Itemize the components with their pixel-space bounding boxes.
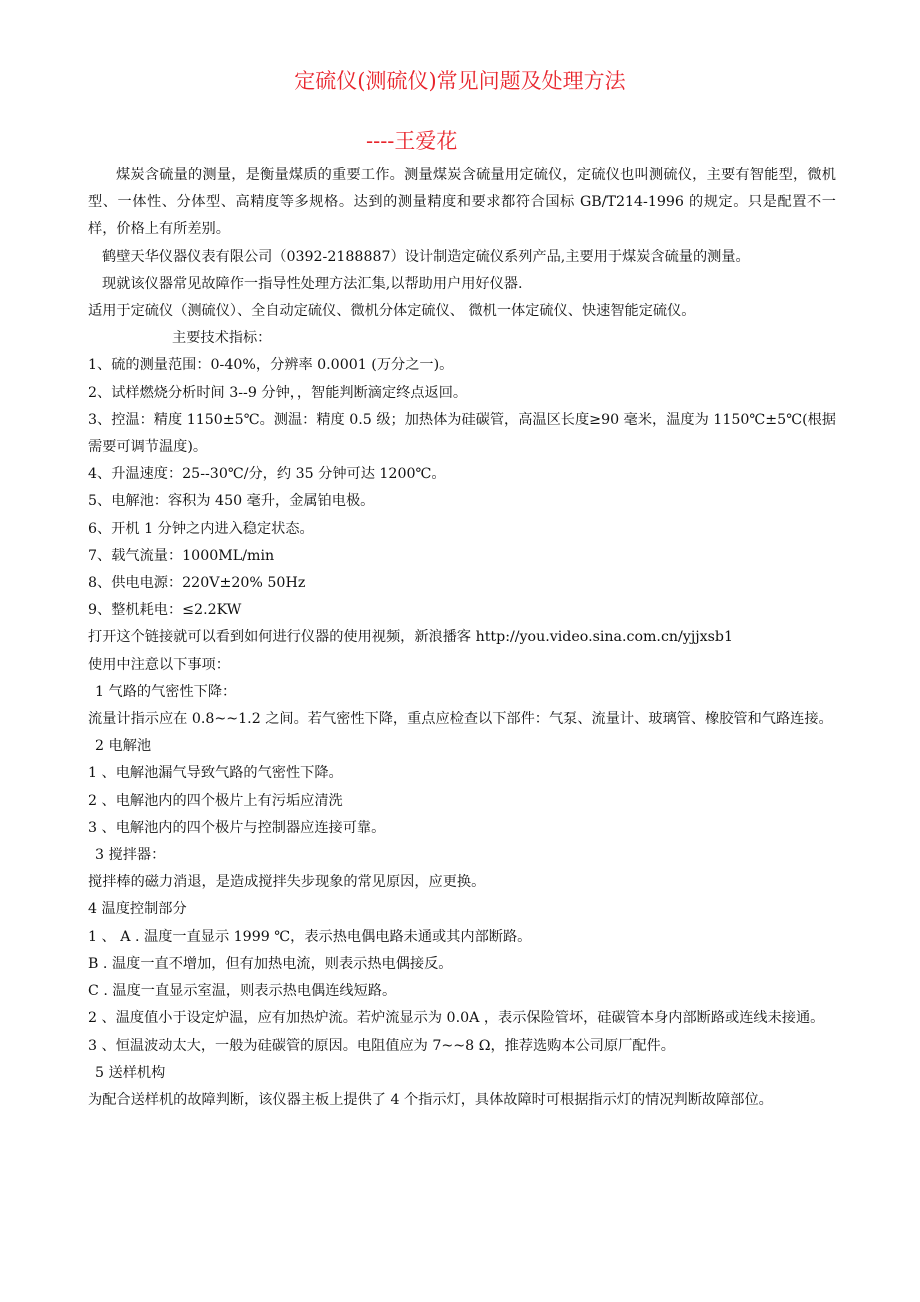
list-item: 1 、 A . 温度一直显示 1999 ℃，表示热电偶电路未通或其内部断路。 bbox=[88, 928, 532, 945]
section-text: 流量计指示应在 0.8~~1.2 之间。若气密性下降，重点应检查以下部件：气泵、流量计、玻璃管、橡胶管和气路连接。 bbox=[88, 711, 833, 728]
intro-paragraph: 煤炭含硫量的测量，是衡量煤质的重要工作。测量煤炭含硫量用定硫仪，定硫仪也叫测硫仪，主要有智能型，微机型、一体性、分体型、高精度等多规格。达到的测量精度和要求都符合国标 GB/T214-1996 的规定。只是配置不一样，价格上有所差别。 bbox=[88, 167, 836, 238]
document-body bbox=[88, 162, 836, 1114]
spec-item: 8、供电电源：220V±20% 50Hz bbox=[88, 575, 306, 592]
spec-item: 9、整机耗电：≤2.2KW bbox=[88, 602, 242, 619]
section-heading: 2 电解池 bbox=[95, 738, 152, 755]
spec-item: 4、升温速度：25--30℃/分，约 35 分钟可达 1200℃。 bbox=[88, 466, 446, 483]
applicable-paragraph: 适用于定硫仪（测硫仪）、全自动定硫仪、微机分体定硫仪、 微机一体定硫仪、快速智能定硫仪。 bbox=[88, 303, 696, 320]
author-line: ----王爱花 bbox=[366, 129, 458, 153]
list-item: B . 温度一直不增加，但有加热电流，则表示热电偶接反。 bbox=[88, 955, 453, 972]
document-title: 定硫仪(测硫仪)常见问题及处理方法 bbox=[294, 69, 626, 93]
spec-item: 7、载气流量：1000ML/min bbox=[88, 547, 275, 564]
spec-item: 2、试样燃烧分析时间 3--9 分钟，，智能判断滴定终点返回。 bbox=[88, 384, 468, 401]
spec-item: 1、硫的测量范围：0-40%，分辨率 0.0001 (万分之一)。 bbox=[88, 357, 454, 374]
specs-heading: 主要技术指标： bbox=[172, 330, 272, 347]
section-text: 为配合送样机的故障判断，该仪器主板上提供了 4 个指示灯，具体故障时可根据指示灯的情况判断故障部位。 bbox=[88, 1091, 773, 1108]
section-heading: 4 温度控制部分 bbox=[88, 901, 187, 918]
spec-item: 6、开机 1 分钟之内进入稳定状态。 bbox=[88, 520, 314, 537]
section-heading: 5 送样机构 bbox=[95, 1064, 166, 1081]
spec-item: 5、电解池：容积为 450 毫升，金属铂电极。 bbox=[88, 493, 375, 510]
section-heading: 3 搅拌器： bbox=[95, 847, 166, 864]
section-text: 搅拌棒的磁力消退，是造成搅拌失步现象的常见原因，应更换。 bbox=[88, 874, 486, 891]
spec-item: 3、控温：精度 1150±5℃。测温：精度 0.5 级；加热体为硅碳管，高温区长度≥90 毫米，温度为 1150℃±5℃(根据需要可调节温度)。 bbox=[88, 411, 836, 456]
notes-heading: 使用中注意以下事项： bbox=[88, 656, 230, 673]
purpose-paragraph: 现就该仪器常见故障作一指导性处理方法汇集,以帮助用户用好仪器. bbox=[102, 275, 523, 292]
list-item: 3 、电解池内的四个极片与控制器应连接可靠。 bbox=[88, 819, 386, 836]
list-item: 3 、恒温波动太大，一般为硅碳管的原因。电阻值应为 7~~8 Ω，推荐选购本公司原厂配件。 bbox=[88, 1037, 675, 1054]
list-item: 2 、温度值小于设定炉温，应有加热炉流。若炉流显示为 0.0A ，表示保险管坏，硅碳管本身内部断路或连线未接通。 bbox=[88, 1010, 825, 1027]
list-item: 2 、电解池内的四个极片上有污垢应清洗 bbox=[88, 792, 343, 809]
section-heading: 1 气路的气密性下降： bbox=[95, 683, 237, 700]
list-item: 1 、电解池漏气导致气路的气密性下降。 bbox=[88, 765, 343, 782]
video-note: 打开这个链接就可以看到如何进行仪器的使用视频，新浪播客 http://you.video.sina.com.cn/yjjxsb1 bbox=[88, 629, 734, 646]
company-paragraph: 鹤壁天华仪器仪表有限公司（0392-2188887）设计制造定硫仪系列产品,主要用于煤炭含硫量的测量。 bbox=[102, 248, 750, 265]
list-item: C . 温度一直显示室温，则表示热电偶连线短路。 bbox=[88, 983, 397, 1000]
